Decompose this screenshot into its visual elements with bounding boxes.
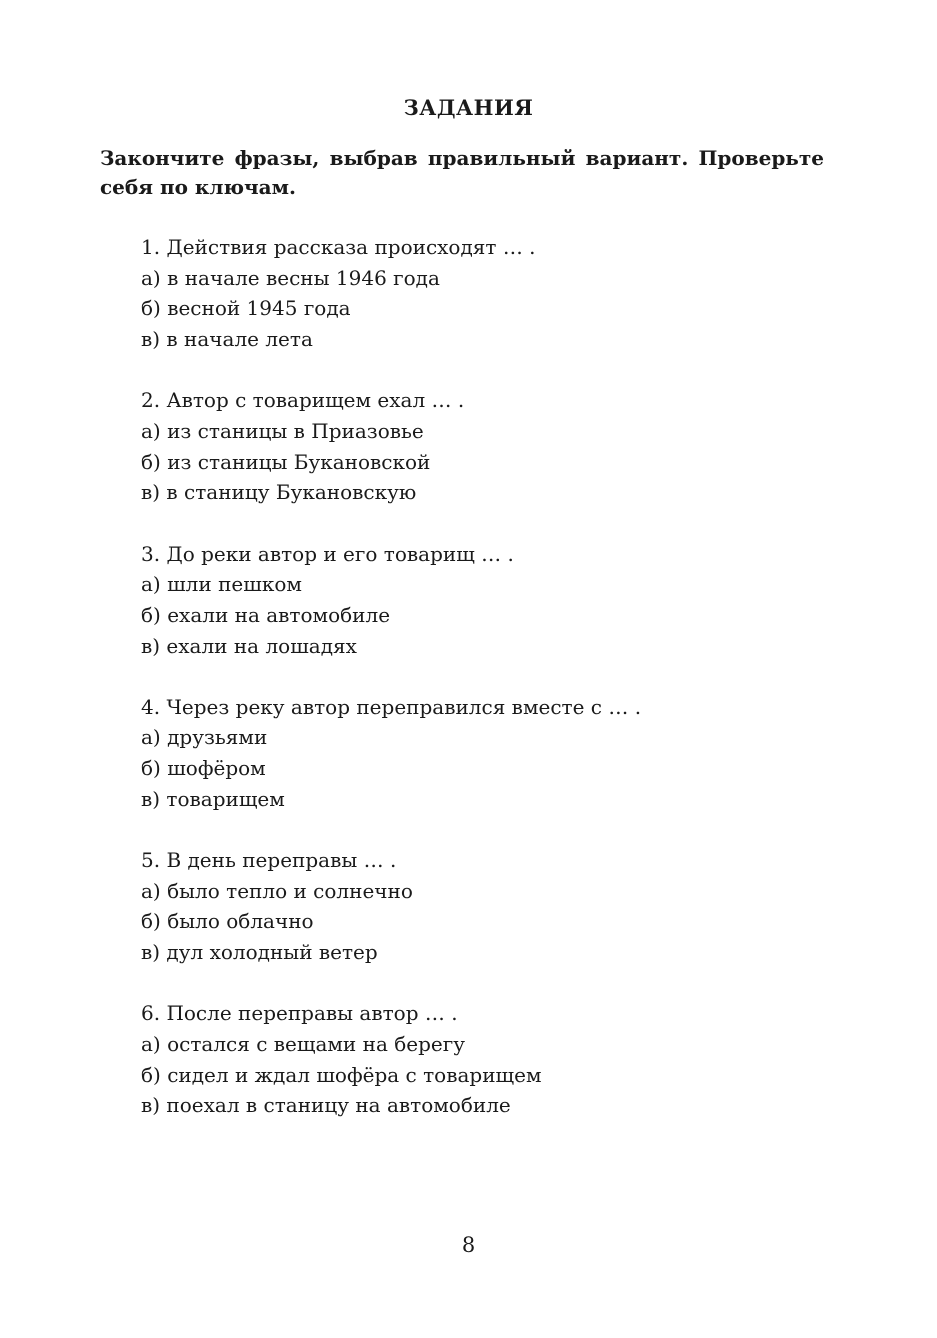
answer-option-b: б) сидел и ждал шофёра с товарищем <box>141 1062 542 1087</box>
instruction-text: Закончите фразы, выбрав правильный вариант. Проверьте себя по ключам. <box>100 146 824 199</box>
question-5 <box>141 845 841 968</box>
answer-option-a: а) остался с вещами на берегу <box>141 1031 465 1056</box>
page-heading: ЗАДАНИЯ <box>403 95 534 120</box>
answer-option-c: в) ехали на лошадях <box>141 633 357 658</box>
answer-option-a: а) шли пешком <box>141 572 302 597</box>
answer-option-c: в) в начале лета <box>141 327 313 352</box>
page-number: 8 <box>461 1233 476 1257</box>
answer-option-b: б) весной 1945 года <box>141 296 351 321</box>
answer-option-c: в) дул холодный ветер <box>141 940 378 965</box>
question-2 <box>141 385 841 508</box>
question-prompt: 4. Через реку автор переправился вместе с … . <box>141 694 642 719</box>
question-prompt: 5. В день переправы … . <box>141 848 397 872</box>
answer-option-a: а) из станицы в Приазовье <box>141 418 424 443</box>
answer-option-a: а) в начале весны 1946 года <box>141 265 440 290</box>
answer-option-b: б) было облачно <box>141 909 314 934</box>
answer-option-c: в) поехал в станицу на автомобиле <box>141 1093 511 1118</box>
question-prompt: 3. До реки автор и его товарищ … . <box>141 541 514 566</box>
question-list <box>141 232 841 1152</box>
answer-option-c: в) товарищем <box>141 786 285 811</box>
question-6 <box>141 998 841 1121</box>
answer-option-a: а) друзьями <box>141 725 268 750</box>
answer-option-b: б) ехали на автомобиле <box>141 602 391 627</box>
answer-option-c: в) в станицу Букановскую <box>141 480 417 505</box>
question-1 <box>141 232 841 355</box>
answer-option-a: а) было тепло и солнечно <box>141 878 413 903</box>
question-prompt: 6. После переправы автор … . <box>141 1001 458 1026</box>
question-3 <box>141 539 841 662</box>
question-prompt: 2. Автор с товарищем ехал … . <box>141 388 465 413</box>
answer-option-b: б) из станицы Букановской <box>141 449 431 474</box>
question-prompt: 1. Действия рассказа происходят … . <box>141 235 536 259</box>
question-4 <box>141 692 841 815</box>
answer-option-b: б) шофёром <box>141 756 266 781</box>
